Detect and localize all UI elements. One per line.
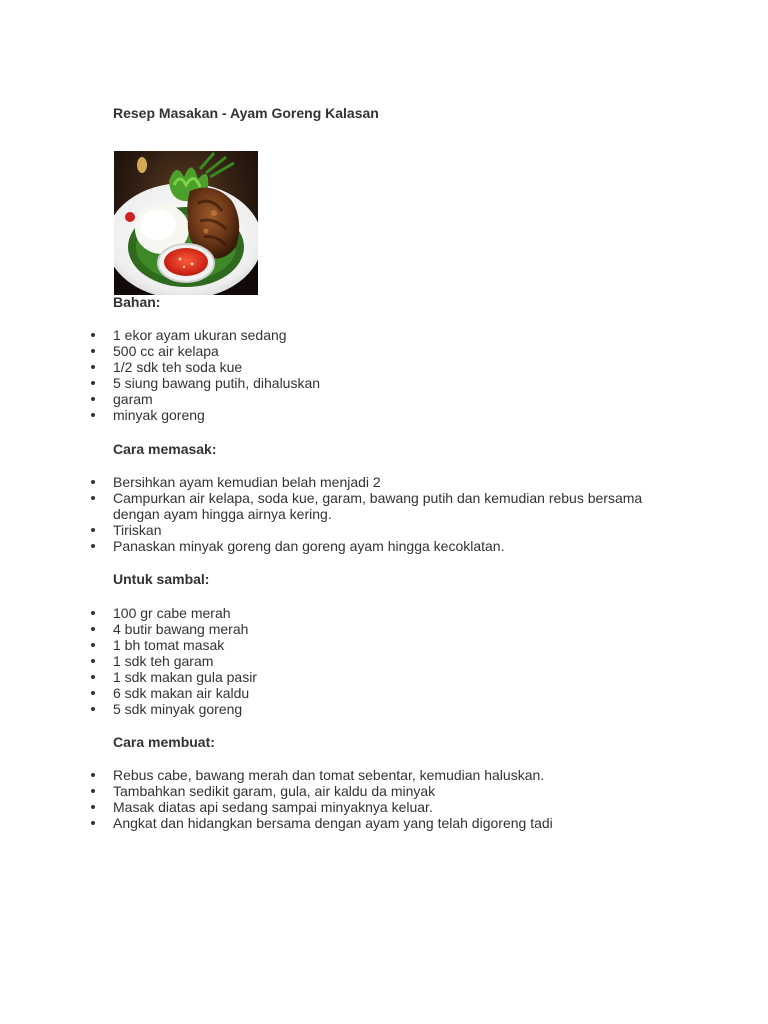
list-item: 4 butir bawang merah [113,621,673,637]
list-item: Masak diatas api sedang sampai minyaknya keluar. [113,799,673,815]
list-item: 1 sdk teh garam [113,653,673,669]
list-item: Campurkan air kelapa, soda kue, garam, bawang putih dan kemudian rebus bersama dengan ayam hingga airnya kering. [113,490,673,522]
list-item: Angkat dan hidangkan bersama dengan ayam yang telah digoreng tadi [113,815,673,831]
list-item: 100 gr cabe merah [113,605,673,621]
list-item: Bersihkan ayam kemudian belah menjadi 2 [113,474,673,490]
bahan-list [113,327,673,423]
list-item: 5 sdk minyak goreng [113,701,673,717]
list-item: 5 siung bawang putih, dihaluskan [113,375,673,391]
cara-memasak-list [113,474,673,554]
list-item: 6 sdk makan air kaldu [113,685,673,701]
list-item: Tiriskan [113,522,673,538]
cara-membuat-list [113,767,673,831]
fried-chicken-photo [114,151,258,295]
list-item: 1 sdk makan gula pasir [113,669,673,685]
list-item: 1 ekor ayam ukuran sedang [113,327,673,343]
list-item: Panaskan minyak goreng dan goreng ayam hingga kecoklatan. [113,538,673,554]
list-item: 1/2 sdk teh soda kue [113,359,673,375]
list-item: 1 bh tomat masak [113,637,673,653]
untuk-sambal-list [113,605,673,717]
heading-cara-membuat: Cara membuat: [113,734,215,750]
list-item: minyak goreng [113,407,673,423]
list-item: Tambahkan sedikit garam, gula, air kaldu da minyak [113,783,673,799]
heading-untuk-sambal: Untuk sambal: [113,571,210,587]
heading-bahan: Bahan: [113,294,161,310]
fried-chicken-plate-icon [114,151,258,295]
document-title: Resep Masakan - Ayam Goreng Kalasan [113,105,379,121]
heading-cara-memasak: Cara memasak: [113,441,217,457]
list-item: 500 cc air kelapa [113,343,673,359]
list-item: Rebus cabe, bawang merah dan tomat sebentar, kemudian haluskan. [113,767,673,783]
list-item: garam [113,391,673,407]
